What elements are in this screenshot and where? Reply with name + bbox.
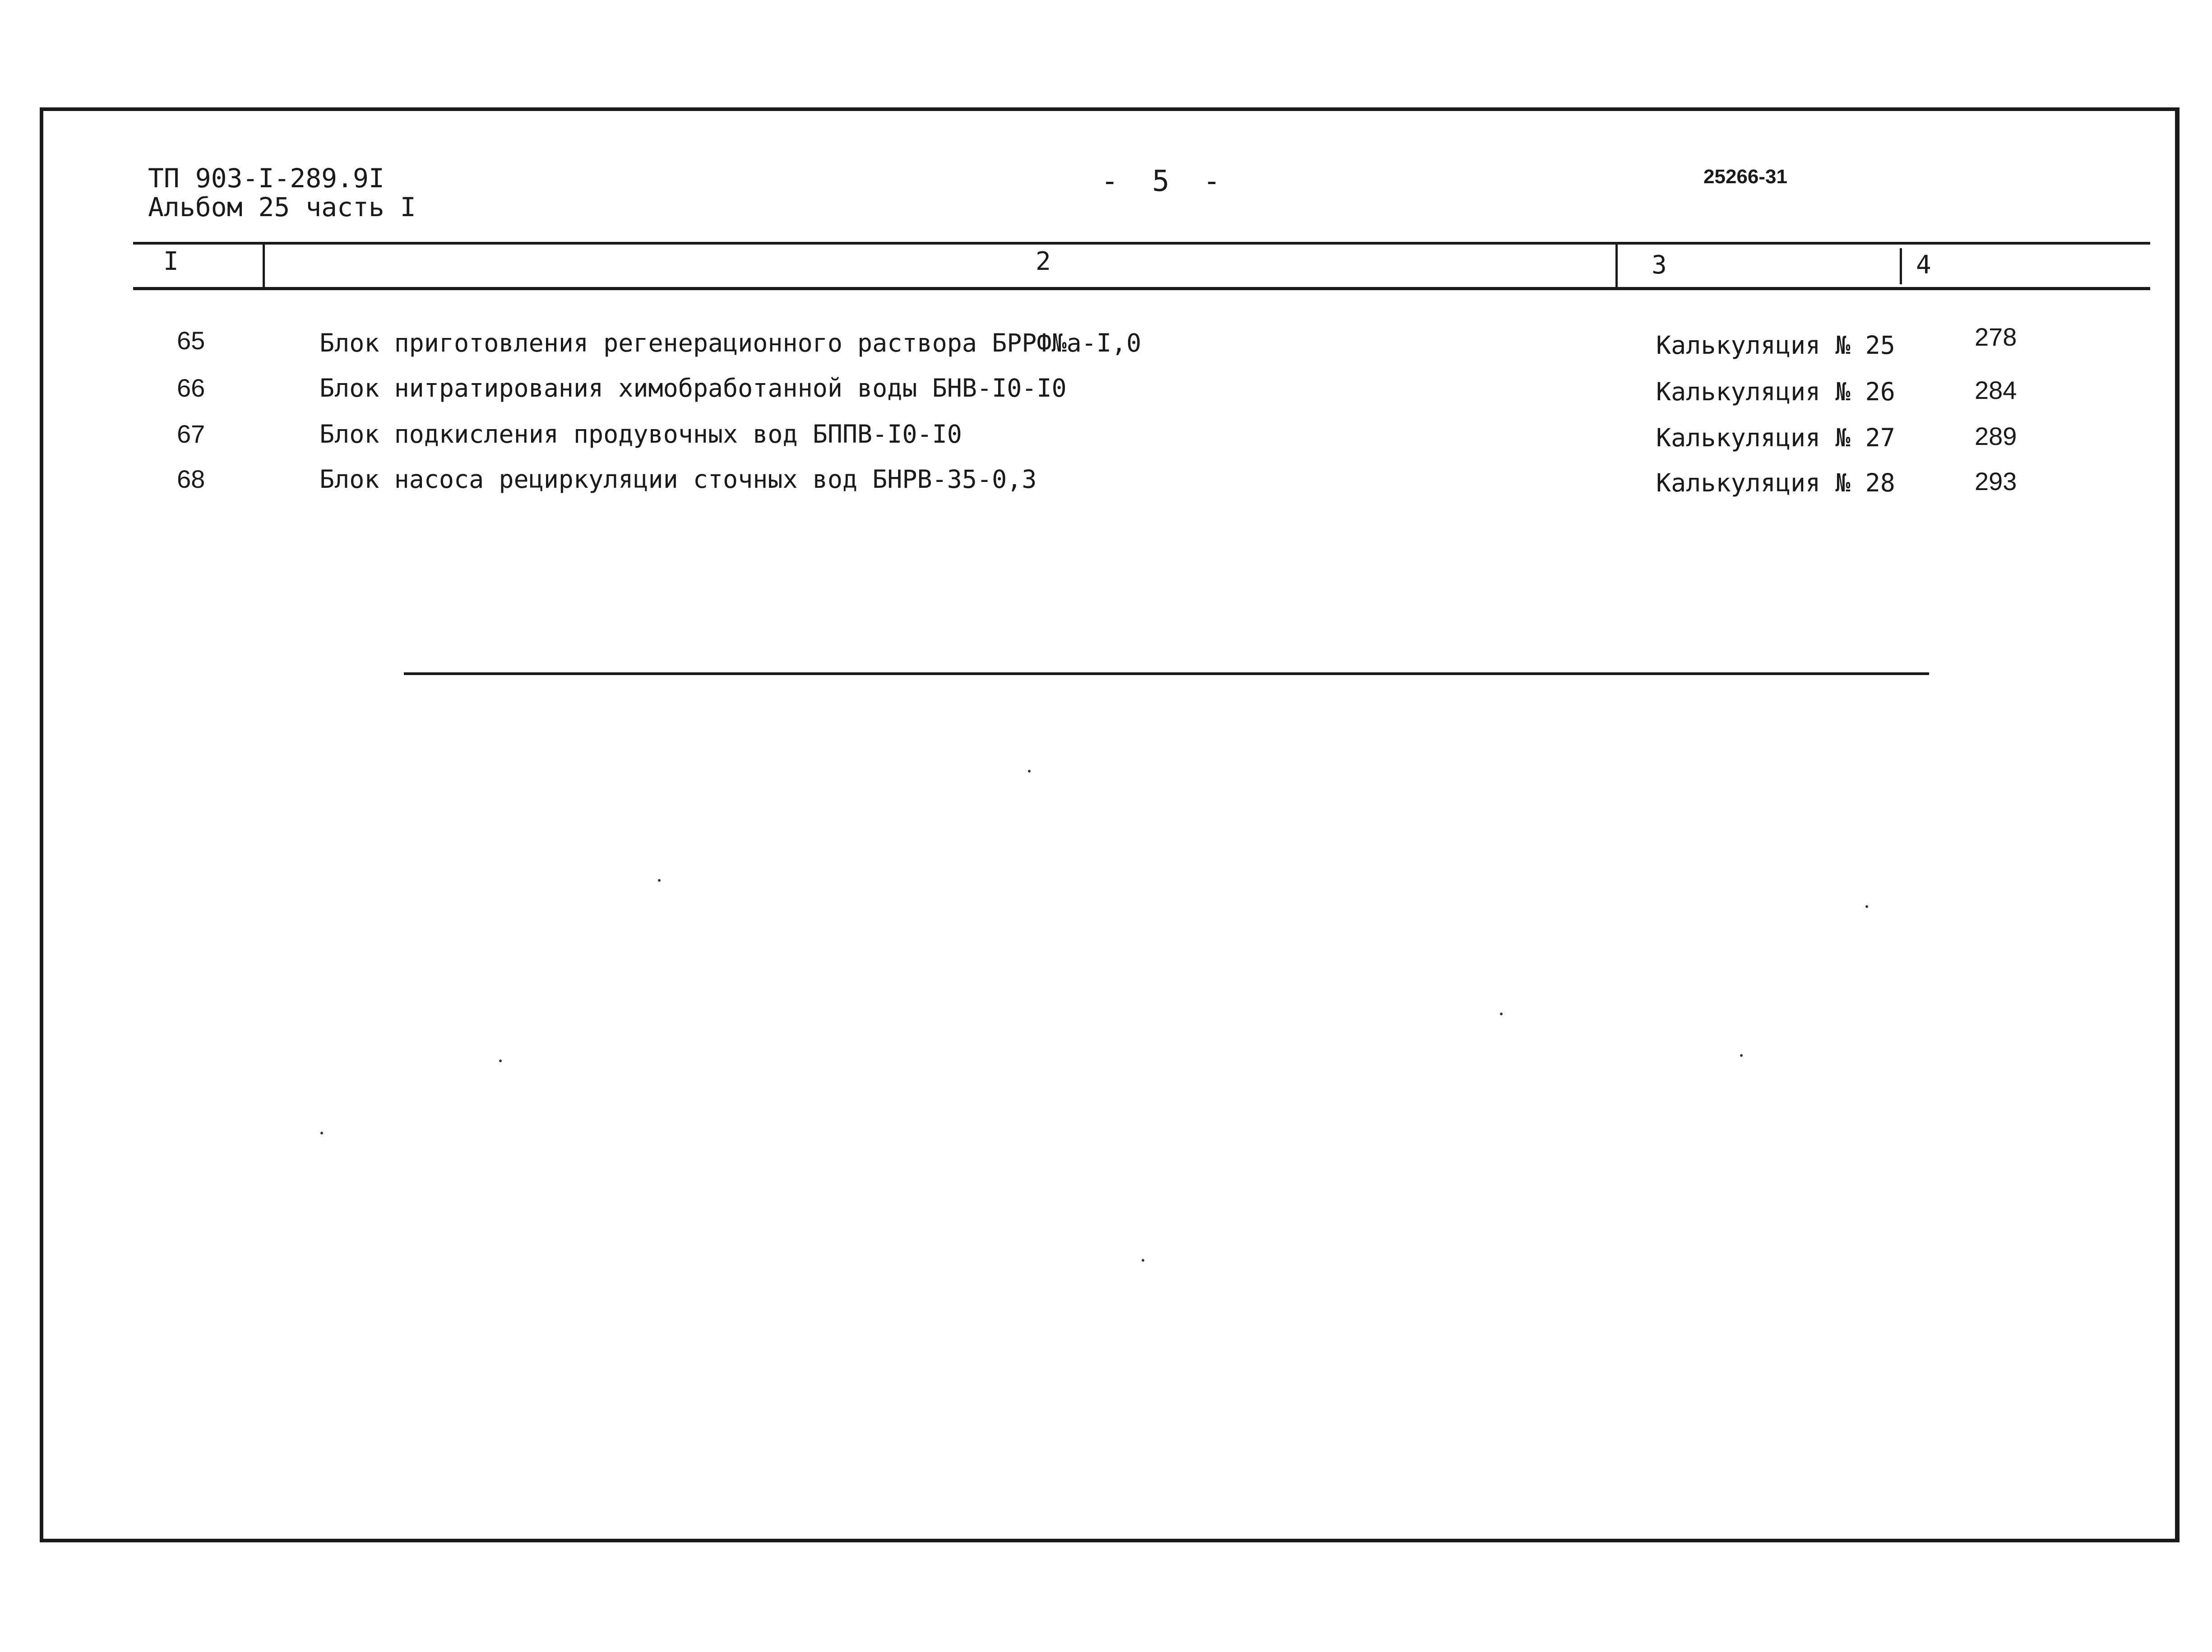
row-reference: Калькуляция № 26 bbox=[1656, 377, 1895, 406]
table-row bbox=[0, 466, 2212, 511]
row-page: 289 bbox=[1975, 422, 2017, 450]
scan-speck bbox=[320, 1132, 323, 1134]
row-page: 284 bbox=[1975, 376, 2017, 404]
row-name: Блок нитратирования химобработанной воды БНВ-I0-I0 bbox=[319, 374, 1067, 403]
row-name: Блок приготовления регенерационного раствора БРРФ№а-I,0 bbox=[319, 329, 1142, 357]
row-reference: Калькуляция № 28 bbox=[1656, 468, 1895, 497]
column-header-4: 4 bbox=[1916, 250, 1931, 280]
row-number: 65 bbox=[177, 326, 205, 355]
row-number: 67 bbox=[177, 420, 205, 448]
row-reference: Калькуляция № 25 bbox=[1656, 331, 1895, 360]
scan-speck bbox=[1865, 905, 1868, 908]
scan-speck bbox=[1028, 770, 1031, 773]
page-frame bbox=[40, 107, 2180, 1542]
column-header-3: 3 bbox=[1652, 250, 1667, 280]
album-label: Альбом 25 часть I bbox=[148, 192, 416, 222]
row-name: Блок подкисления продувочных вод БППВ-I0-I0 bbox=[319, 420, 962, 449]
document-code: ТП 903-I-289.9I bbox=[148, 163, 384, 194]
row-page: 293 bbox=[1975, 467, 2017, 495]
row-reference: Калькуляция № 27 bbox=[1656, 423, 1895, 452]
table-row bbox=[0, 375, 2212, 420]
scan-speck bbox=[1142, 1259, 1144, 1262]
row-number: 66 bbox=[177, 374, 205, 402]
page-number: - 5 - bbox=[1101, 165, 1229, 198]
table-top-rule bbox=[133, 242, 2150, 245]
table-row bbox=[0, 323, 2212, 372]
scan-speck bbox=[1500, 1013, 1503, 1015]
row-name: Блок насоса рециркуляции сточных вод БНРВ-35-0,3 bbox=[319, 465, 1037, 494]
table-row bbox=[0, 421, 2212, 466]
archive-stamp: 25266-31 bbox=[1703, 166, 1787, 188]
end-of-list-rule bbox=[404, 672, 1929, 675]
scan-speck bbox=[658, 879, 661, 882]
scan-speck bbox=[1740, 1054, 1743, 1057]
column-header-2: 2 bbox=[1036, 247, 1051, 276]
column-divider-3 bbox=[1900, 248, 1902, 284]
row-number: 68 bbox=[177, 465, 205, 493]
column-divider-2 bbox=[1615, 244, 1618, 288]
row-page: 278 bbox=[1975, 323, 2017, 351]
column-divider-1 bbox=[263, 244, 265, 288]
scan-speck bbox=[499, 1060, 502, 1062]
table-header-bottom-rule bbox=[133, 287, 2150, 290]
column-header-1: I bbox=[163, 247, 179, 276]
